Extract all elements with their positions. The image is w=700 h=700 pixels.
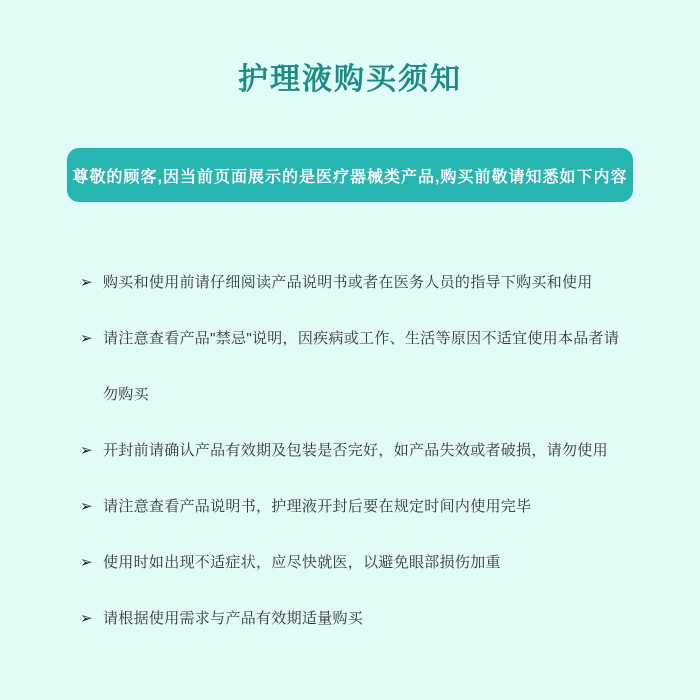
notice-list <box>0 255 700 647</box>
notice-banner-text: 尊敬的顾客,因当前页面展示的是医疗器械类产品,购买前敬请知悉如下内容 <box>72 168 628 186</box>
list-item <box>80 311 700 423</box>
notice-banner <box>67 148 633 202</box>
arrow-bullet-icon: ➢ <box>80 554 93 571</box>
arrow-bullet-icon: ➢ <box>80 498 93 515</box>
list-item <box>80 535 700 591</box>
list-item-text: 购买和使用前请仔细阅读产品说明书或者在医务人员的指导下购买和使用 <box>103 274 593 291</box>
list-item-text: 请注意查看产品"禁忌"说明，因疾病或工作、生活等原因不适宜使用本品者请勿购买 <box>103 330 620 403</box>
list-item-text: 请注意查看产品说明书，护理液开封后要在规定时间内使用完毕 <box>103 498 532 515</box>
list-item <box>80 255 700 311</box>
list-item <box>80 423 700 479</box>
list-item-text: 使用时如出现不适症状，应尽快就医，以避免眼部损伤加重 <box>103 554 501 571</box>
list-item <box>80 591 700 647</box>
arrow-bullet-icon: ➢ <box>80 610 93 627</box>
list-item <box>80 479 700 535</box>
arrow-bullet-icon: ➢ <box>80 274 93 291</box>
list-item-text: 开封前请确认产品有效期及包装是否完好，如产品失效或者破损，请勿使用 <box>103 442 608 459</box>
page-title: 护理液购买须知 <box>238 63 462 96</box>
arrow-bullet-icon: ➢ <box>80 330 93 347</box>
list-item-text: 请根据使用需求与产品有效期适量购买 <box>103 610 364 627</box>
arrow-bullet-icon: ➢ <box>80 442 93 459</box>
